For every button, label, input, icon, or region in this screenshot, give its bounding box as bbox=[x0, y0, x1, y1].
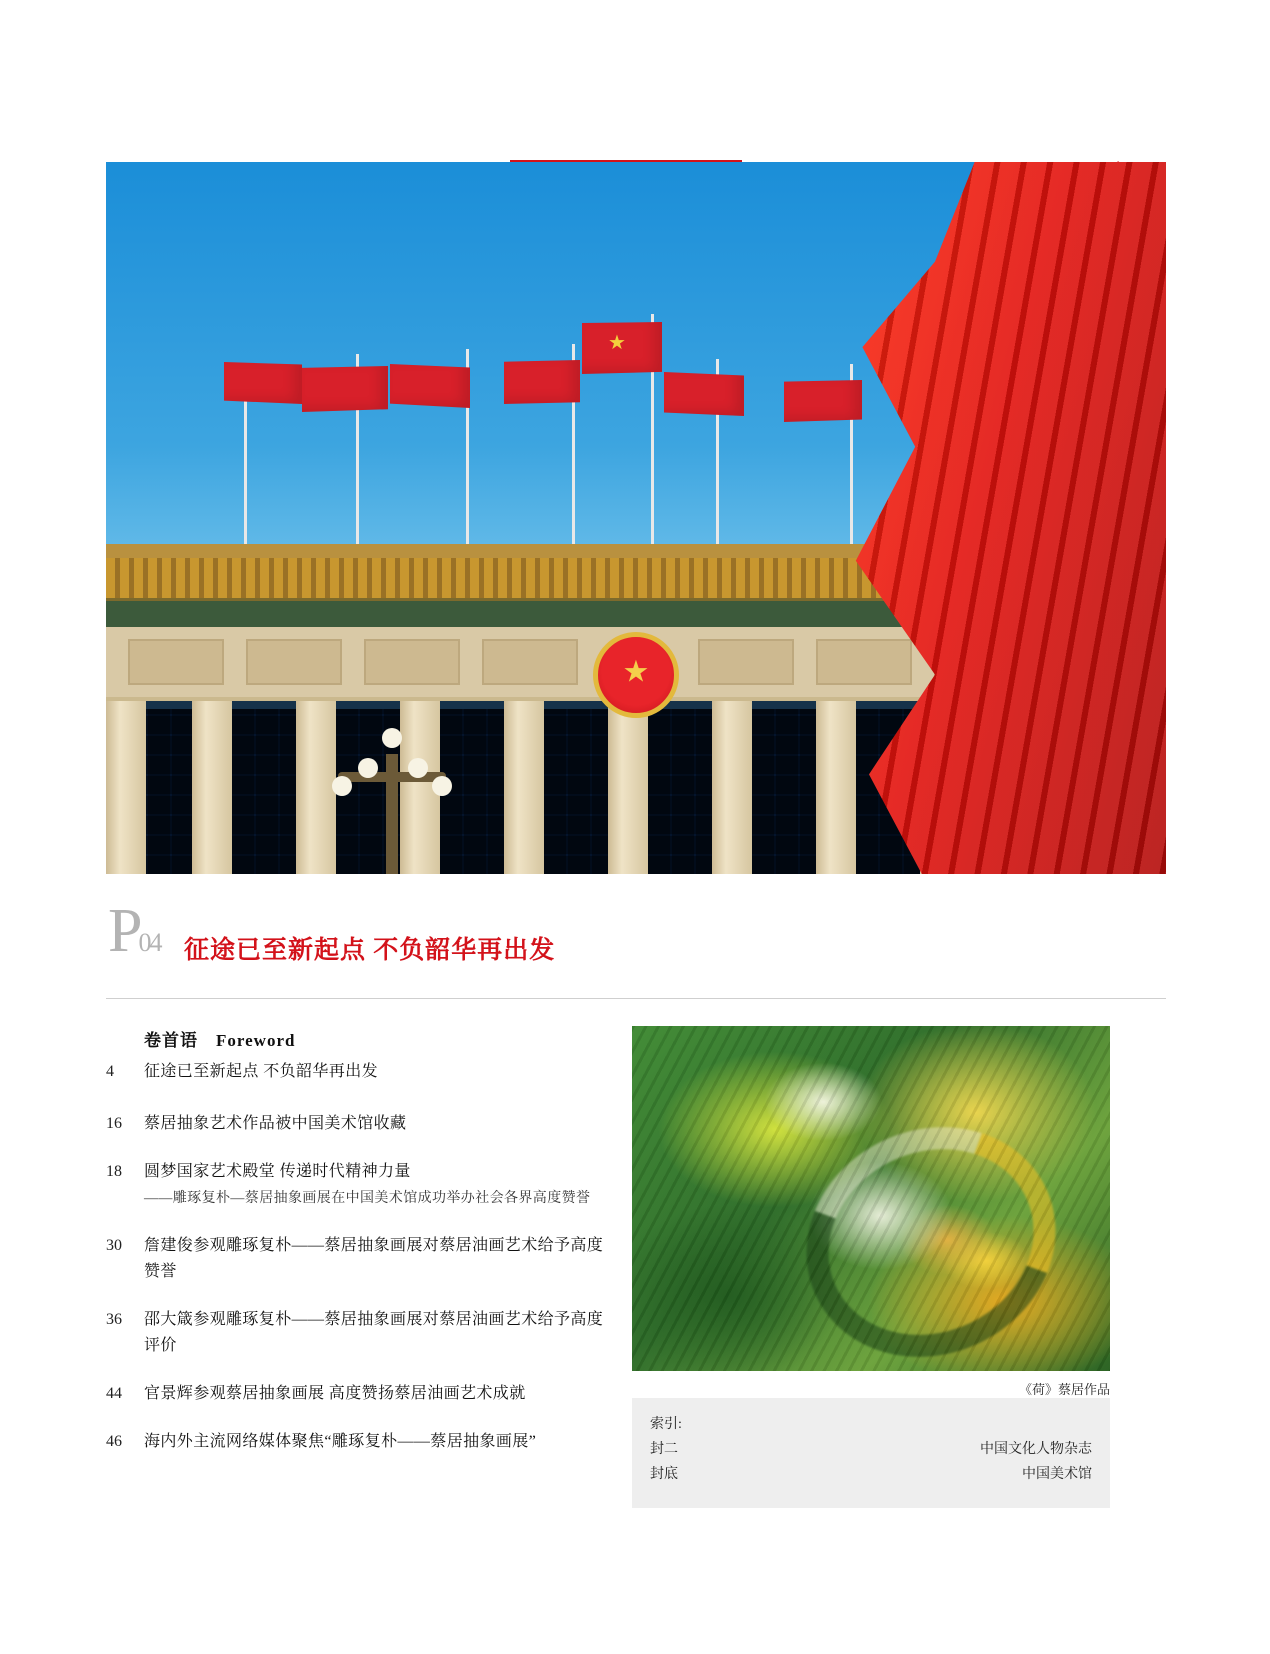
index-row bbox=[650, 1462, 1092, 1487]
toc-page-number: 30 bbox=[106, 1237, 122, 1254]
lamp-bulb-icon bbox=[408, 758, 428, 778]
street-lamp-post bbox=[386, 754, 398, 874]
artwork-block bbox=[632, 1026, 1110, 1398]
section-divider bbox=[106, 998, 1166, 999]
page-header bbox=[0, 78, 1270, 140]
list-item[interactable] bbox=[106, 1233, 606, 1285]
lamp-bulb-icon bbox=[382, 728, 402, 748]
red-flag bbox=[504, 360, 580, 404]
lamp-bulb-icon bbox=[358, 758, 378, 778]
list-item[interactable] bbox=[106, 1429, 606, 1455]
toc-entry-main: 圆梦国家艺术殿堂 传递时代精神力量 bbox=[144, 1163, 411, 1180]
artwork-caption: 《荷》蔡居作品 bbox=[1018, 1382, 1110, 1397]
red-flag bbox=[390, 364, 470, 408]
toc-page-number: 46 bbox=[106, 1433, 122, 1450]
national-flag bbox=[582, 322, 662, 374]
toc-entry-title: 官景辉参观蔡居抽象画展 高度赞扬蔡居油画艺术成就 bbox=[144, 1385, 526, 1402]
lamp-bulb-icon bbox=[332, 776, 352, 796]
feature-page-number: P04 bbox=[108, 897, 161, 965]
table-of-contents bbox=[106, 1026, 606, 1477]
index-box bbox=[632, 1398, 1110, 1508]
red-flag bbox=[224, 362, 302, 404]
toc-entry-title bbox=[144, 1159, 590, 1211]
list-item[interactable] bbox=[106, 1059, 606, 1085]
artwork-image bbox=[632, 1026, 1110, 1371]
feature-title: 征途已至新起点 不负韶华再出发 bbox=[184, 937, 556, 964]
toc-entry-title: 邵大箴参观雕琢复朴——蔡居抽象画展对蔡居油画艺术给予高度评价 bbox=[144, 1311, 604, 1354]
list-item[interactable] bbox=[106, 1381, 606, 1407]
index-label: 封二 bbox=[650, 1442, 678, 1457]
list-item[interactable] bbox=[106, 1111, 606, 1137]
toc-page-number: 4 bbox=[106, 1063, 114, 1080]
toc-entry-subtitle: ——雕琢复朴—蔡居抽象画展在中国美术馆成功举办社会各界高度赞誉 bbox=[144, 1191, 591, 1206]
list-item[interactable] bbox=[106, 1307, 606, 1359]
red-flag bbox=[664, 372, 744, 416]
toc-page-number: 36 bbox=[106, 1311, 122, 1328]
hero-photo bbox=[106, 162, 1166, 874]
toc-section-heading: 卷首语 Foreword bbox=[144, 1031, 296, 1050]
index-title: 索引: bbox=[650, 1417, 682, 1432]
index-value: 中国美术馆 bbox=[1022, 1467, 1092, 1482]
toc-entry-title: 詹建俊参观雕琢复朴——蔡居抽象画展对蔡居油画艺术给予高度赞誉 bbox=[144, 1237, 604, 1280]
toc-page-number: 16 bbox=[106, 1115, 122, 1132]
feature-headline bbox=[106, 897, 1166, 980]
index-label: 封底 bbox=[650, 1467, 678, 1482]
list-item[interactable] bbox=[106, 1159, 606, 1211]
red-flag bbox=[302, 366, 388, 412]
toc-entry-title: 蔡居抽象艺术作品被中国美术馆收藏 bbox=[144, 1115, 407, 1132]
index-value: 中国文化人物杂志 bbox=[980, 1442, 1092, 1457]
toc-page-number: 18 bbox=[106, 1163, 122, 1180]
toc-page-number: 44 bbox=[106, 1385, 122, 1402]
lamp-bulb-icon bbox=[432, 776, 452, 796]
toc-entry-title: 征途已至新起点 不负韶华再出发 bbox=[144, 1063, 379, 1080]
index-row bbox=[650, 1437, 1092, 1462]
toc-entry-title: 海内外主流网络媒体聚焦“雕琢复朴——蔡居抽象画展” bbox=[144, 1433, 537, 1450]
national-emblem-icon-large bbox=[593, 632, 679, 718]
red-flag bbox=[784, 380, 862, 422]
